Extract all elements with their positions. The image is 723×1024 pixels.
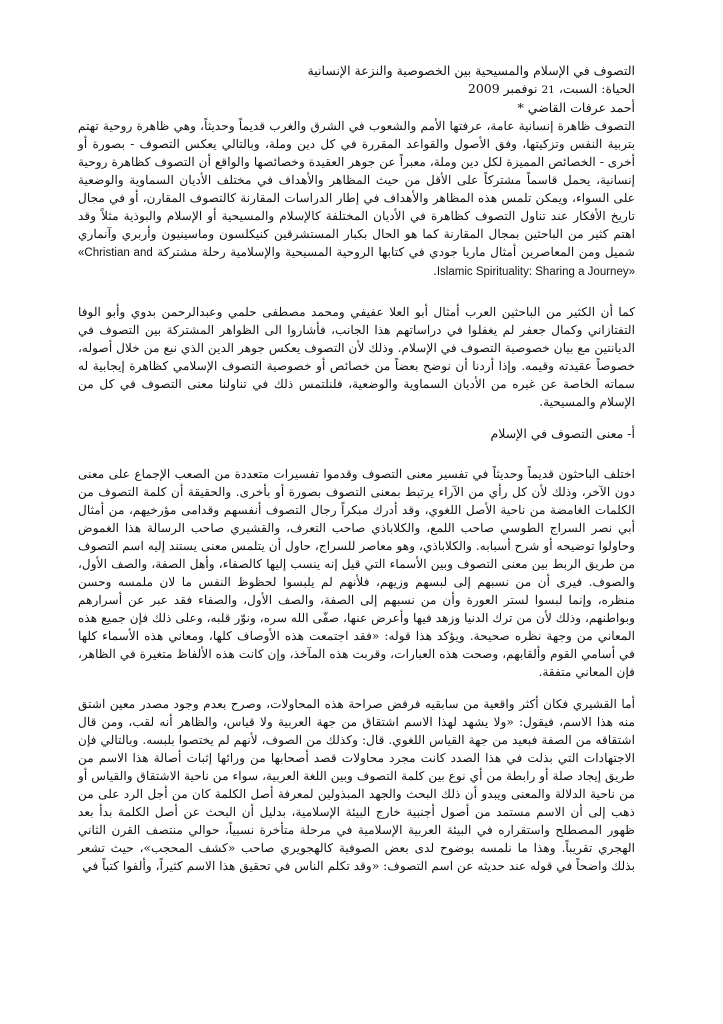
article-title: التصوف في الإسلام والمسيحية بين الخصوصية والنزعة الإنسانية xyxy=(307,63,635,78)
intro-latin-title: «Christian and Islamic Spirituality: Sharing a Journey» xyxy=(78,247,635,278)
section-heading: أ- معنى التصوف في الإسلام xyxy=(490,426,635,441)
second-paragraph: كما أن الكثير من الباحثين العرب أمثال أبو العلا عفيفي ومحمد مصطفى حلمي وعبدالرحمن بدوي وأبو الوفا التفتازاني وكمال جعفر لم يغفلوا في دراساتهم هذا الجانب، فأشاروا الى الظواهر المشتركة بين التصوف في الديانتين مع بيان خصوصية التصوف في الإسلام. وذلك لأن التصوف يعكس جوهر الدين الذي نبع من خلال أصوله، خصوصاً عقيدته وقيمه. وإذا أردنا أن نوضح بعضاً من خصائص أو خصوصية التصوف الإسلامي كظاهرة إيجابية له سماته الخاصة عن غيره من الأديان السماوية والوضعية، فلنلتمس ذلك في تناولنا معنى التصوف في كل من الإسلام والمسيحية. xyxy=(78,305,635,409)
date-day: 21 xyxy=(541,84,555,96)
third-paragraph: اختلف الباحثون قديماً وحديثاً في تفسير معنى التصوف وقدموا تفسيرات متعددة من الصعب الإجماع على معنى دون الآخر، وذلك لأن كل رأي من الآراء يرتبط بمعنى التصوف بصورة أو بأخرى. والحقيقة أن كلمة التصوف من الكلمات الغامضة من ناحية الأصل اللغوي، وقد أدرك مبكراً رجال التصوف أنفسهم وقدامى مؤرخيهم، من أمثال أبي نصر السراج الطوسي صاحب اللمع، والكلاباذي صاحب التعرف، والقشيري صاحب الرسالة هذا الغموض وحاولوا توضيحه أو شرح أسبابه. والكلاباذي، وهو معاصر للسراج، حاول أن يتلمس معنى يستند إليه اسم التصوف من طريق الربط بين معنى التصوف وبين الأسماء التي قيل إنه ينسب إليها كالصفاء، وأهل الصفة، والصف الأول، والصوف. فيرى أن من نسبهم إلى لبسهم وزيهم، فلأنهم لم يلبسوا لحظوظ النفس ما لان ملمسه وحسن منظره، وإنما لبسوا لستر العورة وأن من نسبهم إلى الصفة، والصف الأول، والصفاء فقد عبر عن أسرارهم وبواطنهم، وذلك لأن من ترك الدنيا وزهد فيها وأعرض عنها، صفّى الله سره، ونوّر قلبه، وعلى ذلك فإن جميع هذه المعاني من وجهة نظره صحيحة. ويؤكد هذا قوله: «فقد اجتمعت هذه الأوصاف كلها، ومعاني هذه الأسماء كلها في أسامي القوم وألقابهم، وصحت هذه العبارات، وقربت هذه المآخذ، وإن كانت هذه الألفاظ متغيرة في الظاهر، فإن المعاني متفقة. xyxy=(78,467,635,679)
article-page xyxy=(78,62,635,1014)
article-author: أحمد عرفات القاضي * xyxy=(517,100,635,115)
source-label: الحياة: السبت، xyxy=(558,81,635,96)
intro-paragraph: التصوف ظاهرة إنسانية عامة، عرفتها الأمم والشعوب في الشرق والغرب قديماً وحديثاً، وهي ظاهرة روحية تهتم بتربية النفس وتزكيتها، وفق الأصول والقواعد المقررة في كل دين وملة، وبالتالي يعكس التصوف - بصورة أو أخرى - الخصائص المميزة لكل دين وملة، معبراً عن جوهر العقيدة وخصائصها والواقع أن التصوف كظاهرة روحية إنسانية، يحمل قاسماً مشتركاً على الأقل من حيث المظاهر والأهداف في مختلف الأديان السماوية والوضعية على السواء، ويمكن تلمس هذه المظاهر والأهداف في إطار الدراسات المقارنة كالتصوف المقارن، أو في مجال تاريخ الأفكار عند تناول التصوف كظاهرة في الأديان المختلفة كالإسلام والمسيحية أو الإسلام والبوذية مثلاً وقد اهتم كثير من الباحثين بمجال المقارنة كما هو الحال بكبار المستشرقين كنيكلسون وماسينيون وأربري وآنماري شميل ومن المعاصرين أمثال ماريا جودي في كتابها الروحية المسيحية والإسلامية رحلة مشتركة «Christian and Islamic Spirituality: Sharing a Journey». xyxy=(78,119,636,278)
article-dateline xyxy=(78,80,635,99)
fourth-paragraph: أما القشيري فكان أكثر واقعية من سابقيه فرفض صراحة هذه المحاولات، وصرح بعدم وجود مصدر معين اشتق منه هذا الاسم، فيقول: «ولا يشهد لهذا الاسم اشتقاق من جهة العربية ولا قياس، والظاهر أنه لقب، ومن قال اشتقاقه من الصفة فبعيد من جهة القياس اللغوي. قال: وكذلك من الصوف، لأنهم لم يختصوا بلبسه. وبالتالي فإن الاجتهادات التي بذلت في هذا الصدد كانت مجرد محاولات قصد أصحابها من ورائها إثبات أصالة هذا الاسم من طريق إيجاد صلة أو رابطة من أي نوع بين كلمة التصوف وبين اللغة العربية، سواء من ناحية الاشتقاق والقياس أو من ناحية الدلالة والمعنى ويبدو أن ذلك البحث والجهد المبذولين لمعرفة أصل الكلمة كان من أجل الرد على من ذهب إلى أن الاسم مستمد من أصول أجنبية خارج البيئة الإسلامية، بدليل أن البحث عن أصل الكلمة بدأ بعد ظهور المصطلح واستقراره في البيئة العربية الإسلامية في مرحلة متأخرة نسبياً، حوالي منتصف القرن الثاني الهجري تقريباً. وهذا ما نلمسه بوضوح لدى بعض الصوفية كالهجويري صاحب «كشف المحجب»، حيث تشعر بذلك واضحاً في قوله عند حديثه عن اسم التصوف: «وقد تكلم الناس في تحقيق هذا الاسم كثيراً، وألفوا كتباً في xyxy=(78,697,635,873)
date-month-year: نوفمبر 2009 xyxy=(467,81,538,96)
intro-paragraph-text: التصوف ظاهرة إنسانية عامة، عرفتها الأمم والشعوب في الشرق والغرب قديماً وحديثاً، وهي ظاهرة روحية تهتم بتربية النفس وتزكيتها، وفق الأصول والقواعد المقررة في كل دين وملة، وبالتالي يعكس التصوف - بصورة أو أخرى - الخصائص المميزة لكل دين وملة، معبراً عن جوهر العقيدة وخصائصها والواقع أن التصوف كظاهرة روحية إنسانية، يحمل قاسماً مشتركاً على الأقل من حيث المظاهر والأهداف في مختلف الأديان السماوية والوضعية على السواء، ويمكن تلمس هذه المظاهر والأهداف في إطار الدراسات المقارنة كالتصوف المقارن، أو في مجال تاريخ الأفكار عند تناول التصوف كظاهرة في الأديان المختلفة كالإسلام والمسيحية أو الإسلام والبوذية مثلاً وقد اهتم كثير من الباحثين بمجال المقارنة كما هو الحال بكبار المستشرقين كنيكلسون وماسينيون وأربري وآنماري شميل ومن المعاصرين أمثال ماريا جودي في كتابها الروحية المسيحية والإسلامية رحلة مشتركة xyxy=(78,119,636,259)
